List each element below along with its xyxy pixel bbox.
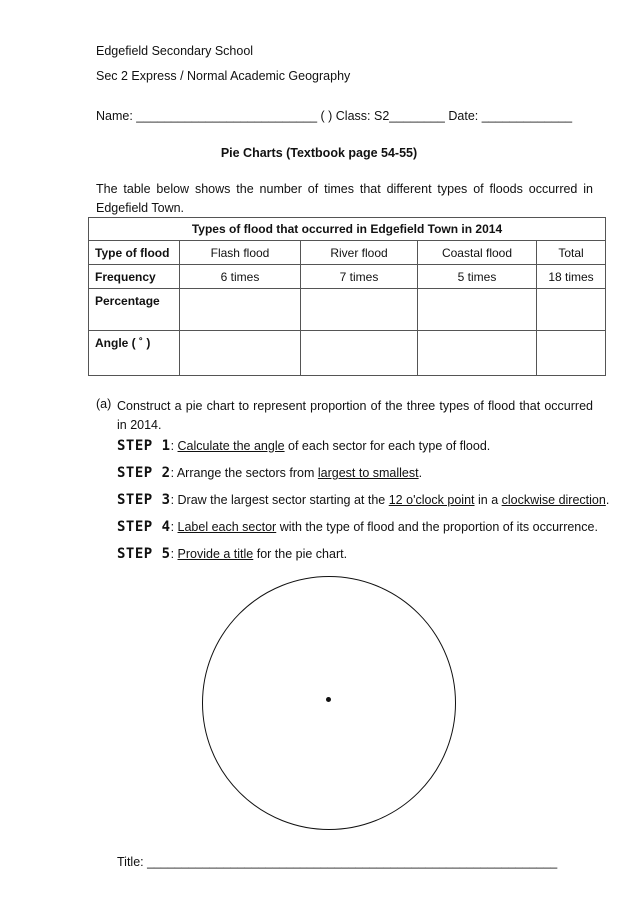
school-name: Edgefield Secondary School	[96, 44, 254, 58]
percentage-coastal-cell[interactable]	[418, 289, 537, 331]
col-total: Total	[537, 241, 606, 265]
step-4: STEP 4: Label each sector with the type of flood and the proportion of its occurrence.	[117, 519, 598, 535]
frequency-river: 7 times	[301, 265, 418, 289]
angle-flash-cell[interactable]	[180, 331, 301, 376]
angle-river-cell[interactable]	[301, 331, 418, 376]
frequency-coastal: 5 times	[418, 265, 537, 289]
frequency-total: 18 times	[537, 265, 606, 289]
step-tag: STEP 5	[117, 546, 171, 562]
course-name: Sec 2 Express / Normal Academic Geography	[96, 69, 351, 83]
row-label-type: Type of flood	[89, 241, 180, 265]
step-tag: STEP 4	[117, 519, 171, 535]
step-tag: STEP 1	[117, 438, 171, 454]
angle-coastal-cell[interactable]	[418, 331, 537, 376]
table-row	[89, 241, 606, 265]
student-details-line: Name: __________________________ ( ) Class: S2________ Date: _____________	[96, 109, 573, 123]
worksheet-title: Pie Charts (Textbook page 54-55)	[220, 146, 418, 160]
row-label-angle: Angle ( ˚ )	[89, 331, 180, 376]
flood-table	[88, 217, 606, 376]
question-text: Construct a pie chart to represent proportion of the three types of flood that occurred in 2014.	[117, 399, 593, 432]
title-answer-line[interactable]: Title: ___________________________________________________________	[117, 855, 558, 869]
table-caption: Types of flood that occurred in Edgefield Town in 2014	[89, 218, 606, 241]
step-1: STEP 1: Calculate the angle of each sector for each type of flood.	[117, 438, 491, 454]
row-label-frequency: Frequency	[89, 265, 180, 289]
step-3: STEP 3: Draw the largest sector starting at the 12 o'clock point in a clockwise direction.	[117, 492, 610, 508]
percentage-flash-cell[interactable]	[180, 289, 301, 331]
frequency-flash: 6 times	[180, 265, 301, 289]
step-tag: STEP 2	[117, 465, 171, 481]
step-5: STEP 5: Provide a title for the pie chart.	[117, 546, 348, 562]
percentage-river-cell[interactable]	[301, 289, 418, 331]
circle-center-dot	[326, 697, 331, 702]
col-river-flood: River flood	[301, 241, 418, 265]
col-flash-flood: Flash flood	[180, 241, 301, 265]
col-coastal-flood: Coastal flood	[418, 241, 537, 265]
angle-total-cell[interactable]	[537, 331, 606, 376]
percentage-total-cell[interactable]	[537, 289, 606, 331]
step-2: STEP 2: Arrange the sectors from largest to smallest.	[117, 465, 423, 481]
table-row	[89, 265, 606, 289]
table-row	[89, 289, 606, 331]
table-row	[89, 331, 606, 376]
question-label: (a)	[96, 397, 112, 411]
intro-paragraph: The table below shows the number of times that different types of floods occurred in Edgefield Town.	[96, 182, 593, 215]
pie-chart-circle[interactable]	[202, 576, 456, 830]
step-tag: STEP 3	[117, 492, 171, 508]
row-label-percentage: Percentage	[89, 289, 180, 331]
